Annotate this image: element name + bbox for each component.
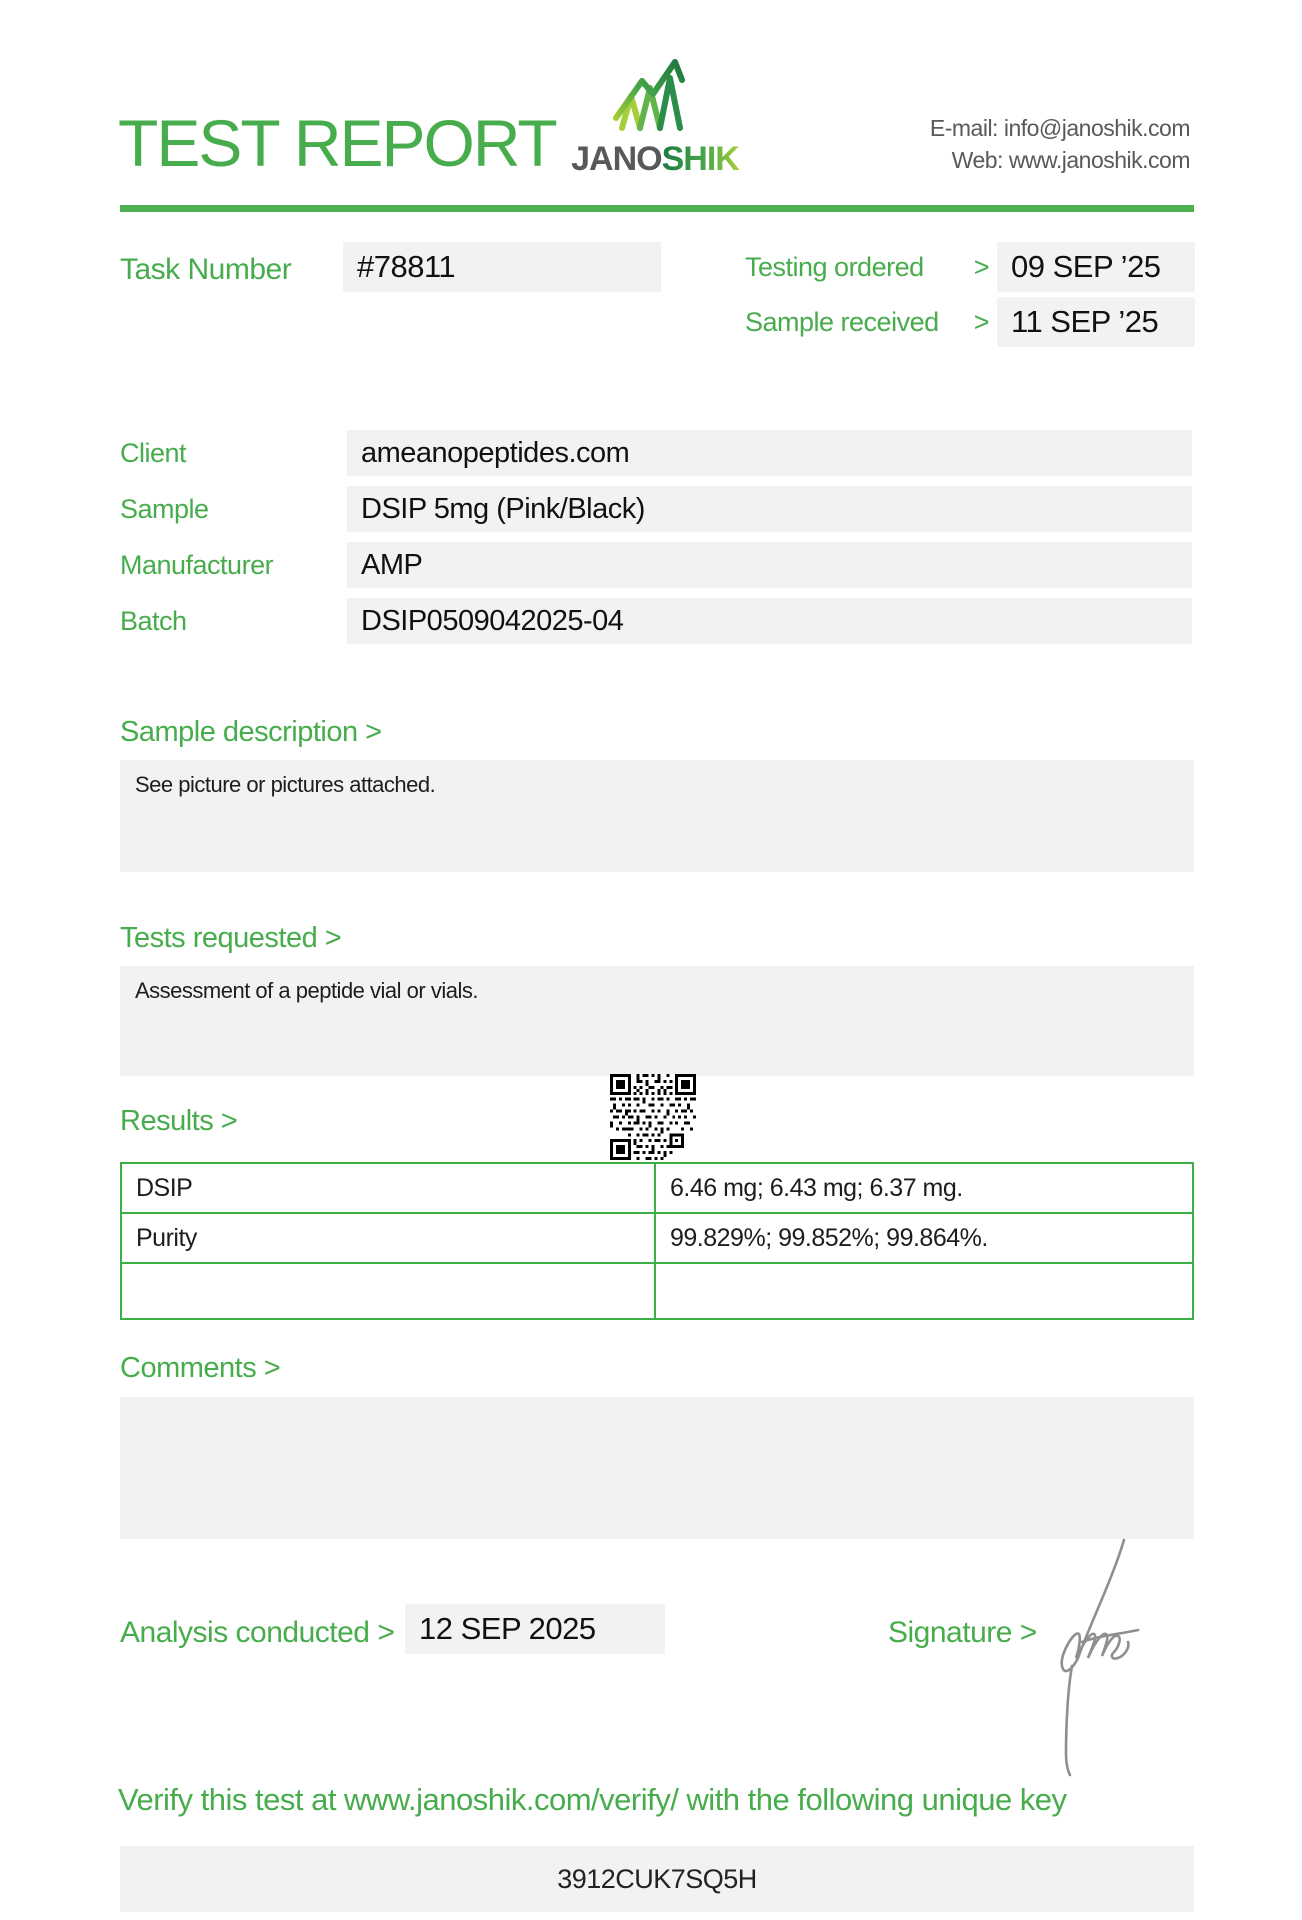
result-value: 99.829%; 99.852%; 99.864%. — [670, 1223, 988, 1252]
testing-ordered-box — [997, 242, 1195, 292]
result-name: Purity — [122, 1214, 656, 1262]
arrow-icon: > — [973, 251, 989, 282]
sample-box — [347, 486, 1192, 532]
task-number-value: #78811 — [357, 249, 456, 284]
contact-block — [930, 112, 1190, 176]
logo-wordmark — [560, 140, 750, 179]
table-row — [122, 1164, 1192, 1214]
unique-key-box — [120, 1846, 1194, 1912]
testing-ordered-value: 09 SEP ’25 — [1011, 249, 1161, 284]
sample-received-value: 11 SEP ’25 — [1011, 304, 1159, 339]
manufacturer-box — [347, 542, 1192, 588]
results-heading: Results > — [120, 1105, 238, 1137]
sample-description-box: See picture or pictures attached. — [120, 760, 1194, 872]
table-row — [122, 1264, 1192, 1318]
tests-requested-box: Assessment of a peptide vial or vials. — [120, 966, 1194, 1076]
client-value: ameanopeptides.com — [361, 436, 630, 469]
result-name — [122, 1264, 656, 1318]
sample-description-heading: Sample description > — [120, 716, 382, 748]
signature-label: Signature > — [888, 1616, 1037, 1649]
logo-shik: SHIK — [661, 140, 739, 178]
sample-received-label: Sample received > — [745, 306, 989, 337]
result-value: 6.46 mg; 6.43 mg; 6.37 mg. — [670, 1173, 963, 1202]
testing-ordered-label: Testing ordered > — [745, 251, 989, 282]
logo-jano: JANO — [571, 140, 662, 178]
batch-box — [347, 598, 1192, 644]
analysis-conducted-label: Analysis conducted > — [120, 1616, 395, 1649]
arrow-icon: > — [973, 306, 989, 337]
tests-requested-heading: Tests requested > — [120, 922, 342, 954]
page-title: TEST REPORT — [118, 106, 556, 180]
signature-mark — [1042, 1538, 1202, 1798]
unique-key-value: 3912CUK7SQ5H — [557, 1863, 757, 1894]
batch-label: Batch — [120, 606, 187, 636]
comments-box — [120, 1397, 1194, 1539]
email-line: E-mail: info@janoshik.com — [929, 115, 1190, 141]
logo-chart-icon — [612, 56, 694, 134]
client-box — [347, 430, 1192, 476]
manufacturer-label: Manufacturer — [120, 550, 274, 580]
web-line: Web: www.janoshik.com — [951, 147, 1190, 173]
verify-instruction: Verify this test at www.janoshik.com/verify/ with the following unique key — [118, 1782, 1067, 1817]
comments-heading: Comments > — [120, 1352, 281, 1384]
result-value — [656, 1264, 1192, 1318]
analysis-date-box — [405, 1604, 665, 1654]
header-divider — [120, 205, 1194, 212]
results-table — [120, 1162, 1194, 1320]
sample-received-box — [997, 297, 1195, 347]
qr-code — [610, 1074, 696, 1160]
result-name: DSIP — [122, 1164, 656, 1212]
task-number-box — [343, 242, 661, 292]
batch-value: DSIP0509042025-04 — [361, 604, 624, 637]
sample-label: Sample — [120, 494, 209, 524]
task-number-label: Task Number — [120, 253, 292, 286]
manufacturer-value: AMP — [361, 548, 423, 581]
analysis-date-value: 12 SEP 2025 — [419, 1611, 596, 1646]
client-label: Client — [120, 438, 187, 468]
table-row — [122, 1214, 1192, 1264]
sample-value: DSIP 5mg (Pink/Black) — [361, 492, 645, 525]
